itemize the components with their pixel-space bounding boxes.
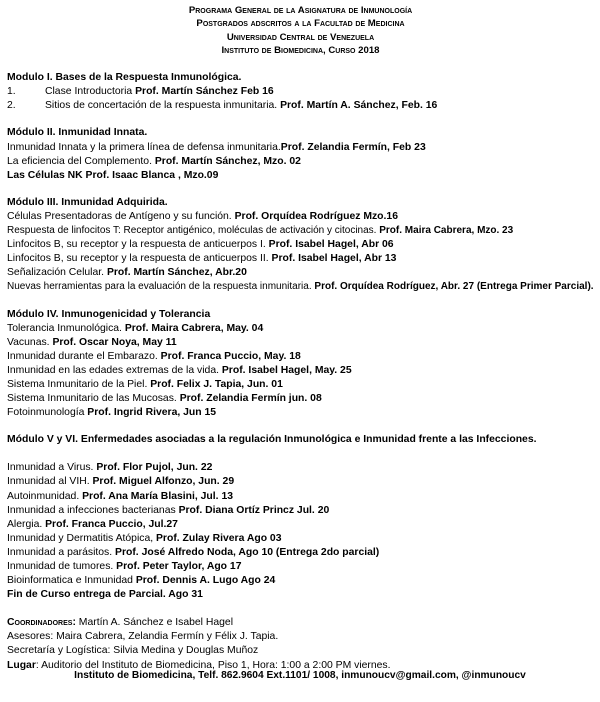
list-item	[7, 475, 594, 489]
list-item	[7, 560, 594, 574]
item-topic: Inmunidad en las edades extremas de la vida.	[7, 364, 222, 376]
list-item	[7, 280, 594, 294]
list-item	[7, 336, 594, 350]
module-3	[7, 196, 594, 295]
module-2	[7, 126, 594, 182]
item-professor: Prof. Peter Taylor, Ago 17	[116, 561, 242, 572]
list-item	[7, 210, 594, 224]
list-item	[7, 99, 594, 113]
list-item	[7, 490, 594, 504]
list-item	[7, 238, 594, 252]
module-1-title: Modulo I. Bases de la Respuesta Inmunológica.	[7, 72, 242, 84]
item-topic: Las Células NK	[7, 169, 86, 181]
module-5-title: Módulo V y VI. Enfermedades asociadas a la regulación Inmunológica e Inmunidad frente a las Infecciones.	[7, 434, 537, 446]
list-item	[7, 461, 594, 475]
list-item	[7, 224, 594, 238]
item-topic: La eficiencia del Complemento.	[7, 155, 155, 167]
course-end-note: Fin de Curso entrega de Parcial. Ago 31	[7, 589, 203, 601]
header-line-program: Programa General de la Asignatura de Inmunología	[188, 5, 413, 16]
list-item	[7, 392, 594, 406]
item-professor: Prof. Isabel Hagel, Abr 06	[268, 239, 394, 251]
item-topic: Linfocitos B, su receptor y la respuesta de anticuerpos I.	[7, 239, 269, 251]
spacer	[7, 447, 594, 461]
item-professor: Prof. Ingrid Rivera, Jun 15	[87, 407, 217, 419]
list-item	[7, 504, 594, 518]
header-line-postgrados: Postgrados adscritos a la Facultad de Medicina	[196, 18, 405, 30]
item-topic: Señalización Celular.	[7, 267, 107, 279]
list-item	[7, 378, 594, 392]
item-professor: Prof. Felix J. Tapia, Jun. 01	[150, 378, 283, 390]
item-professor: Prof. Martín Sánchez, Abr.20	[106, 267, 247, 279]
item-topic: Inmunidad a parásitos.	[7, 546, 116, 558]
item-professor: Prof. Dennis A. Lugo Ago 24	[135, 575, 276, 587]
item-topic: Nuevas herramientas para la evaluación de la respuesta inmunitaria.	[7, 281, 315, 293]
item-professor: Prof. Orquídea Rodríguez, Abr. 27 (Entrega Primer Parcial).	[314, 281, 594, 293]
list-item	[7, 141, 594, 155]
item-topic: Alergia.	[7, 518, 46, 530]
item-topic: Clase Introductoria	[45, 86, 136, 98]
list-item	[7, 350, 594, 364]
location-label: Lugar	[7, 659, 36, 671]
module-4-title: Módulo IV. Inmunogenicidad y Tolerancia	[7, 308, 211, 320]
list-item	[7, 155, 594, 169]
header-line-institute: Instituto de Biomedicina, Curso 2018	[221, 44, 380, 56]
item-number: 2.	[7, 100, 16, 112]
coordinators-line	[7, 616, 594, 630]
item-professor: Prof. Martín Sánchez Feb 16	[135, 86, 274, 98]
item-topic: Inmunidad Innata y la primera línea de defensa inmunitaria.	[7, 141, 281, 153]
list-item	[7, 532, 594, 546]
item-topic: Inmunidad durante el Embarazo.	[7, 350, 161, 362]
header-line-university: Universidad Central de Venezuela	[226, 31, 375, 43]
item-topic: Autoinmunidad.	[7, 490, 83, 502]
item-professor: Prof. Isaac Blanca , Mzo.09	[85, 169, 219, 181]
document-footer: Instituto de Biomedicina, Telf. 862.9604 Ext.1101/ 1008, inmunoucv@gmail.com, @inmunoucv	[74, 670, 526, 681]
item-professor: Prof. Martín A. Sánchez, Feb. 16	[280, 100, 438, 112]
list-item	[7, 169, 594, 183]
item-professor: Prof. Diana Ortíz Princz Jul. 20	[178, 504, 330, 516]
item-topic: Tolerancia Inmunológica.	[7, 322, 125, 334]
item-professor: Prof. Miguel Alfonzo, Jun. 29	[92, 476, 235, 488]
module-4	[7, 308, 594, 421]
module-2-title: Módulo II. Inmunidad Innata.	[7, 127, 148, 139]
list-item	[7, 364, 594, 378]
item-topic: Inmunidad de tumores.	[7, 561, 117, 572]
item-topic: Linfocitos B, su receptor y la respuesta de anticuerpos II.	[7, 253, 272, 265]
item-topic: Células Presentadoras de Antígeno y su función.	[7, 210, 235, 222]
coordinators-value: Martín A. Sánchez e Isabel Hagel	[75, 617, 234, 629]
item-professor: Prof. Orquídea Rodríguez Mzo.16	[234, 210, 398, 222]
item-topic: Fotoinmunología	[7, 407, 88, 419]
list-item	[7, 518, 594, 532]
module-1	[7, 71, 594, 113]
item-professor: Prof. Maira Cabrera, May. 04	[124, 322, 264, 334]
secretariat-line: Secretaría y Logística: Silvia Medina y Douglas Muñoz	[7, 645, 259, 657]
list-item	[7, 85, 594, 99]
item-topic: Sistema Inmunitario de las Mucosas.	[7, 393, 180, 405]
item-professor: Prof. Franca Puccio, Jul.27	[45, 518, 178, 530]
list-item	[7, 252, 594, 266]
document-header	[7, 4, 594, 57]
item-topic: Sitios de concertación de la respuesta inmunitaria.	[45, 100, 281, 112]
item-topic: Bioinformatica e Inmunidad	[7, 575, 136, 587]
item-number: 1.	[7, 86, 16, 98]
coordinators-label: Coordinadores:	[7, 617, 76, 629]
item-professor: Prof. Martín Sánchez, Mzo. 02	[154, 155, 301, 167]
list-item	[7, 322, 594, 336]
item-topic: Respuesta de linfocitos T: Receptor antigénico, moléculas de activación y citocinas.	[7, 225, 380, 237]
list-item	[7, 406, 594, 420]
item-topic: Sistema Inmunitario de la Piel.	[7, 378, 151, 390]
module-3-title: Módulo III. Inmunidad Adquirida.	[7, 196, 168, 208]
item-topic: Inmunidad al VIH.	[7, 476, 93, 488]
item-professor: Prof. Flor Pujol, Jun. 22	[96, 462, 213, 474]
item-topic: Inmunidad y Dermatitis Atópica,	[7, 532, 156, 544]
item-professor: Prof. Zulay Rivera Ago 03	[156, 532, 282, 544]
location-value: : Auditorio del Instituto de Biomedicina, Piso 1, Hora: 1:00 a 2:00 PM viernes.	[35, 659, 391, 671]
item-professor: Prof. Ana María Blasini, Jul. 13	[82, 490, 233, 502]
module-5	[7, 433, 594, 602]
item-professor: Prof. Zelandia Fermín jun. 08	[179, 393, 322, 405]
item-professor: Prof. Maira Cabrera, Mzo. 23	[379, 225, 514, 237]
item-professor: Prof. Isabel Hagel, Abr 13	[271, 253, 397, 265]
item-professor: Prof. Oscar Noya, May 11	[52, 336, 177, 348]
item-topic: Inmunidad a Virus.	[7, 462, 97, 474]
advisors-line: Asesores: Maira Cabrera, Zelandia Fermín y Félix J. Tapia.	[7, 631, 279, 643]
item-topic: Vacunas.	[7, 336, 53, 348]
list-item	[7, 546, 594, 560]
item-professor: Prof. Zelandia Fermín, Feb 23	[280, 141, 426, 153]
coordination-info	[7, 616, 594, 672]
item-topic: Inmunidad a infecciones bacterianas	[7, 504, 179, 516]
item-professor: Prof. Franca Puccio, May. 18	[160, 350, 301, 362]
list-item	[7, 266, 594, 280]
list-item	[7, 574, 594, 588]
item-professor: Prof. José Alfredo Noda, Ago 10 (Entrega 2do parcial)	[115, 546, 380, 558]
item-professor: Prof. Isabel Hagel, May. 25	[221, 364, 352, 376]
